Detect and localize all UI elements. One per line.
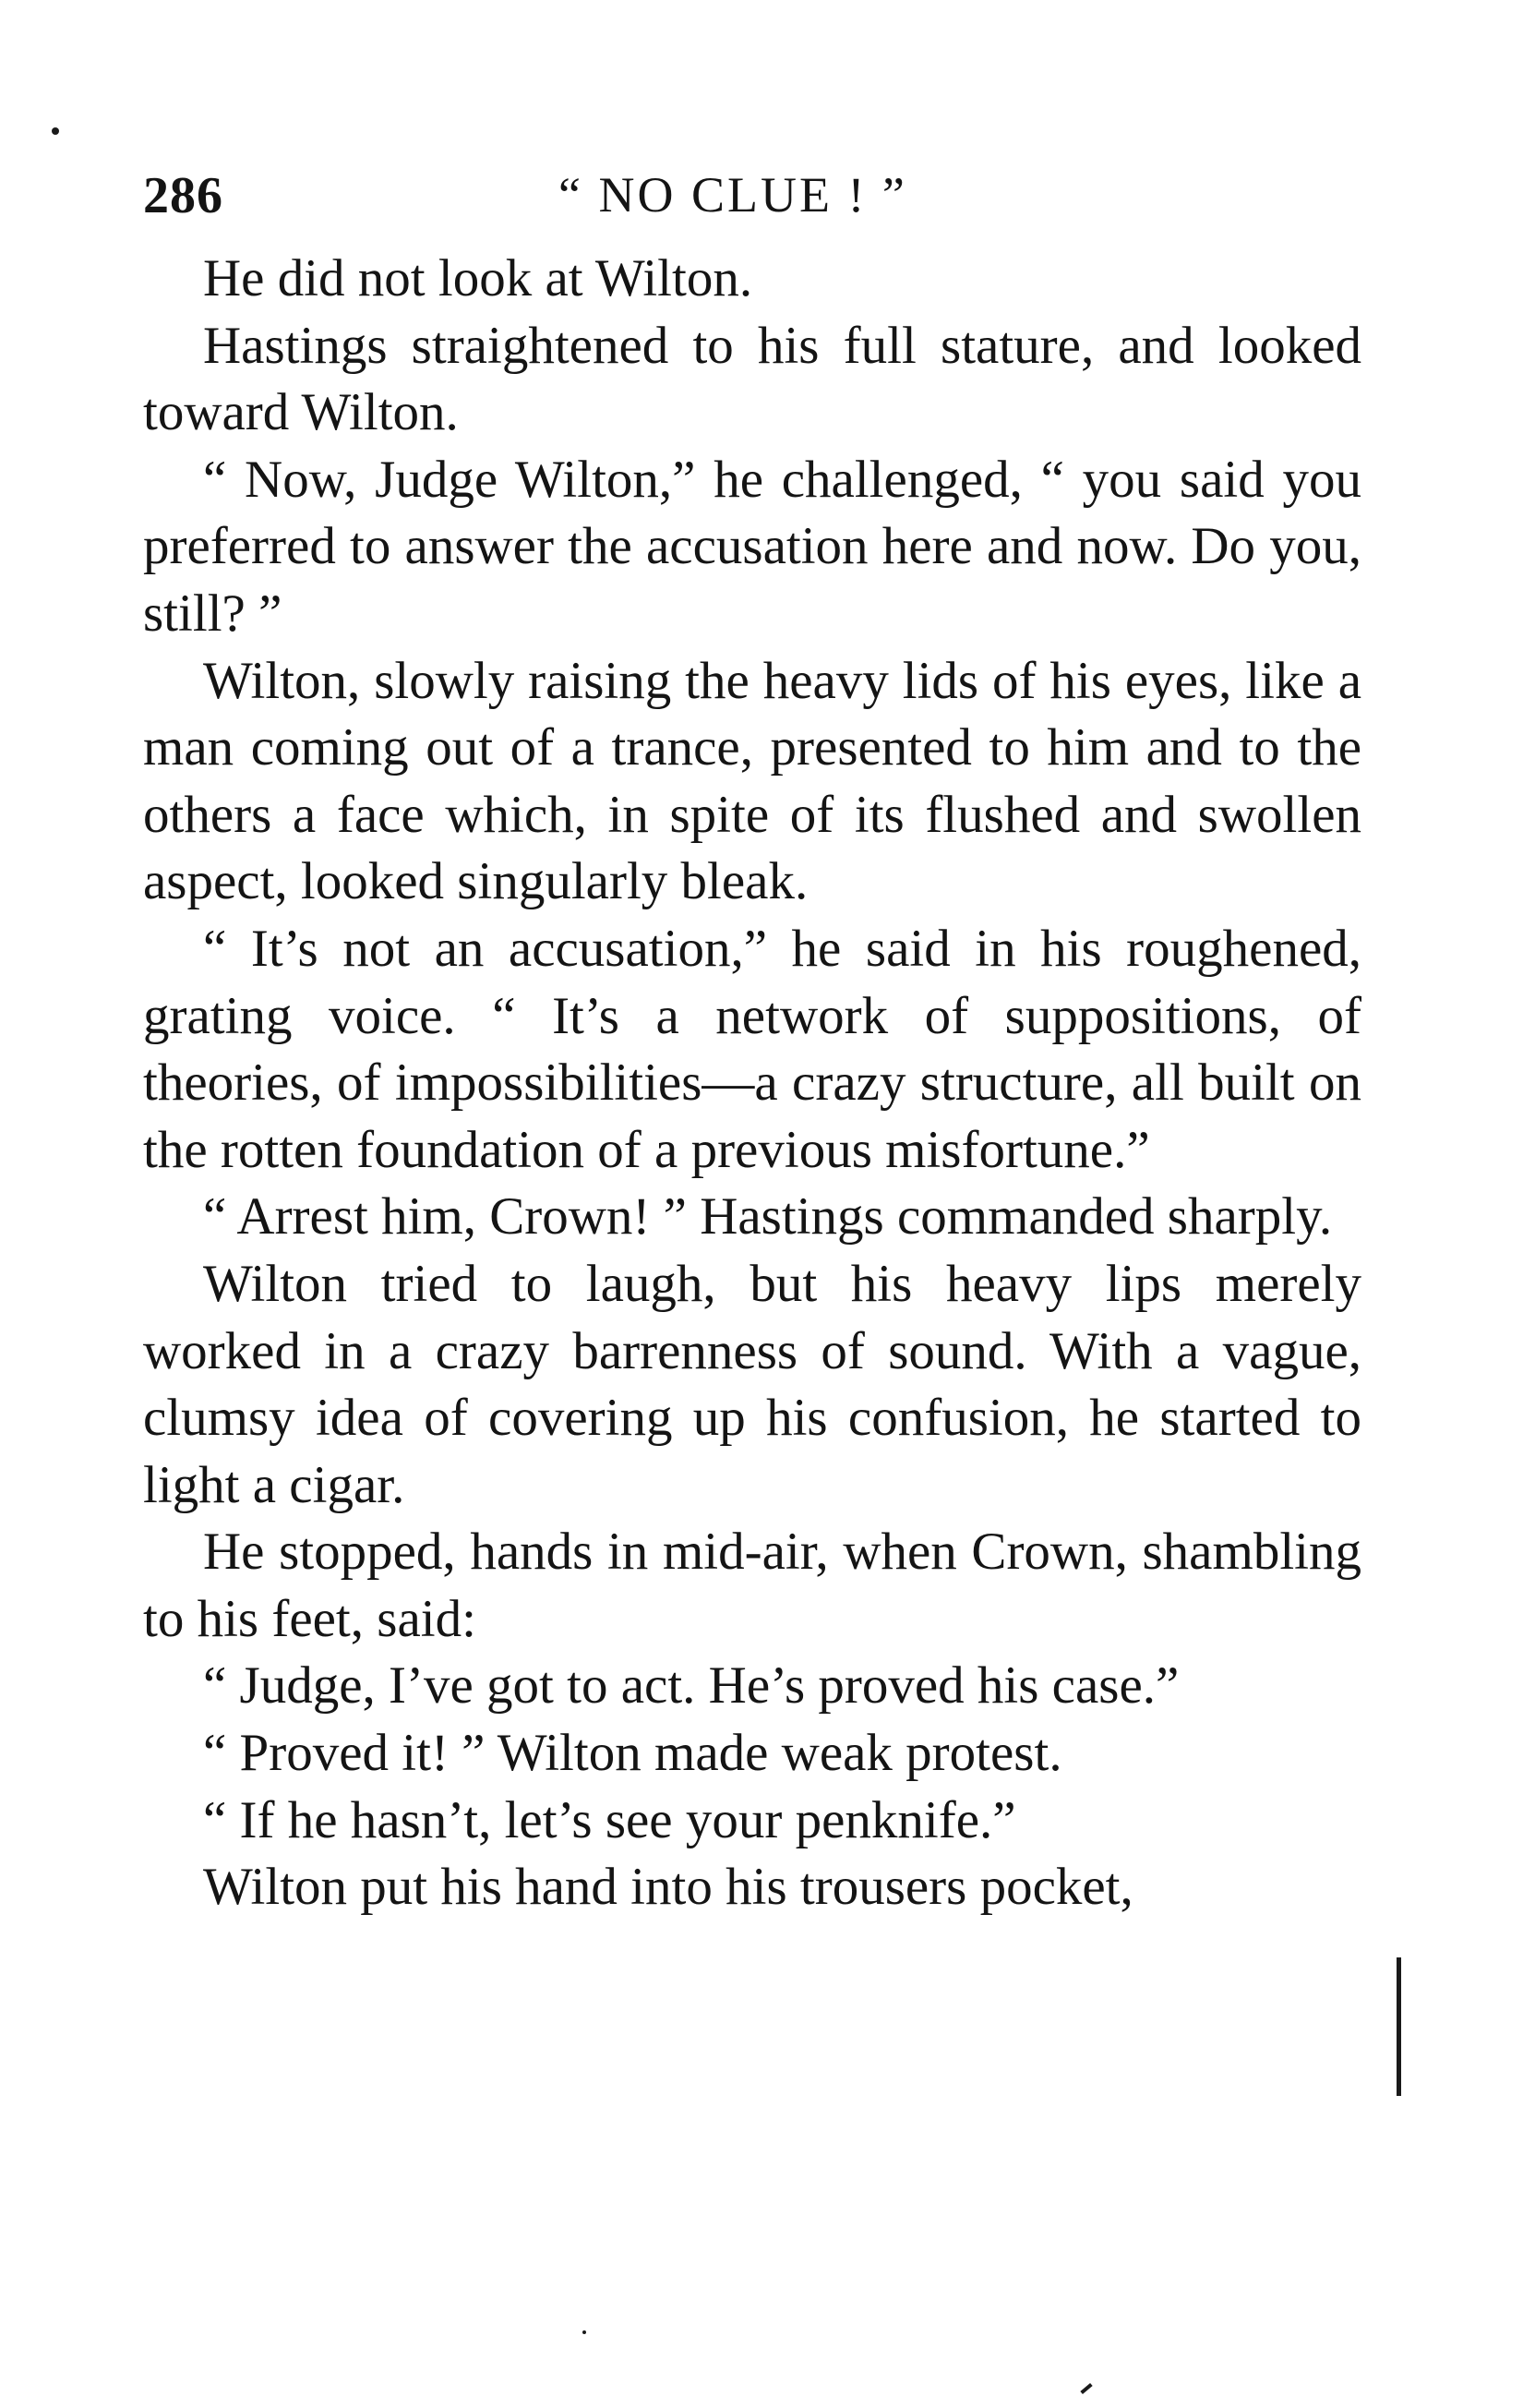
paragraph: “ It’s not an accusation,” he said in his roughened, grating voice. “ It’s a network of suppositions, of theories, of impossibilities—a crazy structure, all built on the rotten foundation of a previous misfortune.” [143, 919, 1361, 1179]
paragraph: He did not look at Wilton. [203, 249, 753, 307]
paragraph: “ Arrest him, Crown! ” Hastings commanded sharply. [203, 1187, 1333, 1246]
ink-mark [1080, 2383, 1092, 2394]
paragraph: “ Proved it! ” Wilton made weak protest. [203, 1724, 1062, 1783]
margin-line [1397, 1957, 1401, 2096]
paragraph: “ Now, Judge Wilton,” he challenged, “ you said you preferred to answer the accusation here and now. Do you, still? ” [143, 450, 1361, 643]
running-title: “ NO CLUE ! ” [558, 167, 907, 223]
paragraph: “ Judge, I’ve got to act. He’s proved his case.” [203, 1656, 1180, 1716]
paragraph: He stopped, hands in mid-air, when Crown, shambling to his feet, said: [143, 1523, 1361, 1648]
paragraph: “ If he hasn’t, let’s see your penknife.” [203, 1790, 1016, 1849]
ink-speck [582, 2330, 586, 2334]
paragraph: Hastings straightened to his full stature, and looked toward Wilton. [143, 316, 1361, 442]
ink-speck [52, 127, 59, 135]
paragraph: Wilton, slowly raising the heavy lids of his eyes, like a man coming out of a trance, presented to him and to the others a face which, in spite of its flushed and swollen aspect, looked singularly bleak. [143, 651, 1361, 911]
page-number: 286 [143, 167, 223, 224]
body-text [143, 246, 1361, 1921]
page-header [143, 166, 1361, 240]
paragraph: Wilton tried to laugh, but his heavy lips merely worked in a crazy barrenness of sound. With a vague, clumsy idea of covering up his confusion, he started to light a cigar. [143, 1254, 1361, 1514]
paragraph: Wilton put his hand into his trousers pocket, [203, 1858, 1133, 1917]
